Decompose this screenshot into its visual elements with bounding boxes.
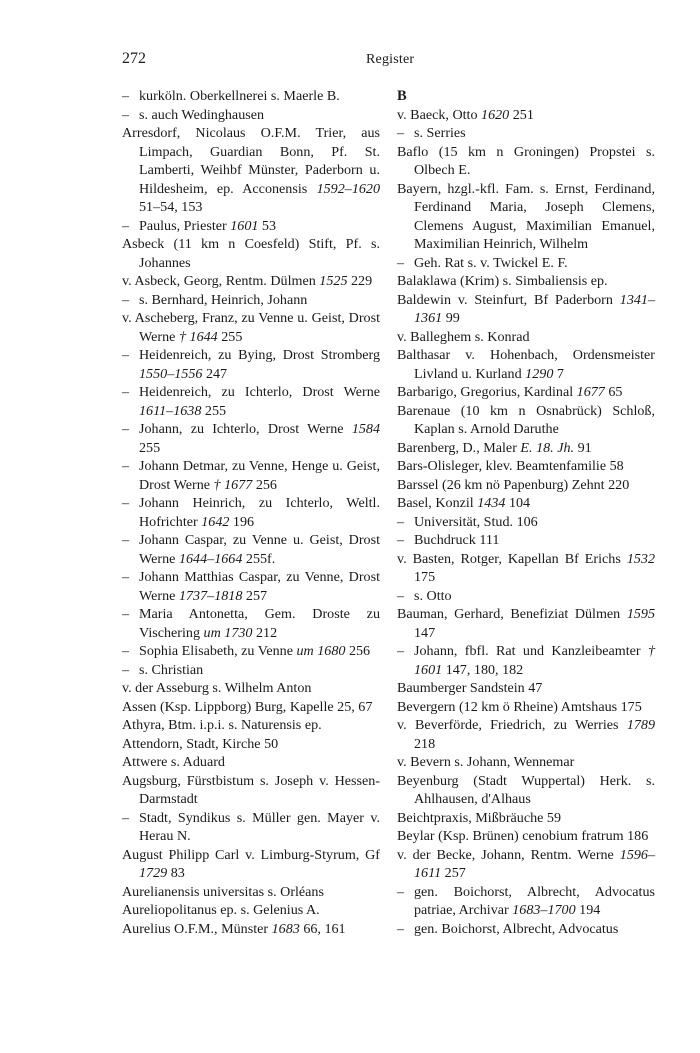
entry-pages: 65 <box>604 384 623 400</box>
entry-pages: 7 <box>553 365 564 382</box>
entry-text: v. Asbeck, Georg, Rentm. Dülmen <box>122 273 320 289</box>
entry-date: 1550–1556 <box>139 365 203 382</box>
index-entry <box>122 772 380 809</box>
entry-text: Barbarigo, Gregorius, Kardinal <box>397 384 577 400</box>
entry-text: Johann Heinrich, zu Ichterlo, Weltl. Hofrichter <box>139 495 380 530</box>
entry-date: 1644–1664 <box>178 550 243 567</box>
entry-date: E. 18. Jh. <box>520 439 575 456</box>
entry-text: Bevergern (12 km ö Rheine) Amtshaus 175 <box>397 698 642 715</box>
entry-text: Baumberger Sandstein 47 <box>397 680 543 696</box>
entry-date: 1620 <box>481 106 510 123</box>
index-entry <box>122 753 380 772</box>
entry-date: 1434 <box>477 495 506 511</box>
entry-text: Augsburg, Fürstbistum s. Joseph v. Hessen-Darmstadt <box>122 772 380 807</box>
entry-text: Buchdruck 111 <box>414 532 500 548</box>
index-entry <box>397 180 655 254</box>
entry-text: s. Christian <box>139 661 204 678</box>
entry-text: Beichtpraxis, Mißbräuche 59 <box>397 809 561 826</box>
entry-pages: 91 <box>574 439 592 456</box>
entry-date: 1683 <box>271 920 300 937</box>
entry-date: um 1730 <box>203 624 253 641</box>
entry-pages: 251 <box>509 106 534 123</box>
subentry-dash: – <box>122 88 130 104</box>
index-entry <box>397 531 655 550</box>
entry-text: Athyra, Btm. i.p.i. s. Naturensis ep. <box>122 717 322 733</box>
entry-date: 1290 <box>525 365 554 382</box>
subentry-dash: – <box>122 291 130 308</box>
index-entry <box>122 735 380 754</box>
index-entry <box>122 661 380 680</box>
entry-pages: 257 <box>441 865 466 881</box>
entry-text: Barenberg, D., Maler <box>397 439 521 456</box>
subentry-dash: – <box>122 421 130 437</box>
index-entry <box>397 513 655 532</box>
entry-date: 1525 <box>319 273 348 289</box>
index-entry <box>122 291 380 310</box>
entry-text: Beylar (Ksp. Brünen) cenobium fratrum 186 <box>397 828 649 844</box>
entry-pages: 256 <box>252 476 277 493</box>
entry-pages: 147 <box>414 624 436 641</box>
entry-text: Beyenburg (Stadt Wuppertal) Herk. s. Ahlhausen, d'Alhaus <box>397 772 655 807</box>
index-entry <box>397 587 655 606</box>
index-entry <box>122 383 380 420</box>
entry-text: v. Basten, Rotger, Kapellan Bf Erichs <box>397 550 627 567</box>
entry-text: s. Bernhard, Heinrich, Johann <box>139 291 308 308</box>
index-entry <box>122 124 380 217</box>
entry-text: Johann, fbfl. Rat und Kanzleibeamter <box>414 643 648 659</box>
entry-date: 1592–1620 <box>316 180 380 197</box>
entry-pages: 83 <box>167 865 185 881</box>
page-number: 272 <box>122 50 146 67</box>
entry-pages: 257 <box>242 587 268 604</box>
entry-pages: 196 <box>229 513 255 530</box>
running-title: Register <box>366 52 415 67</box>
entry-pages: 194 <box>575 902 601 918</box>
subentry-dash: – <box>397 587 405 604</box>
entry-text: Aurelianensis universitas s. Orléans <box>122 883 324 900</box>
entry-pages: 175 <box>414 569 436 585</box>
entry-text: August Philipp Carl v. Limburg-Styrum, Gf <box>122 846 380 863</box>
entry-text: gen. Boichorst, Albrecht, Advocatus patriae, Archivar <box>414 883 655 918</box>
entry-date: 1532 <box>626 550 655 567</box>
index-entry <box>122 457 380 494</box>
index-entry <box>122 605 380 642</box>
index-entry <box>122 531 380 568</box>
entry-date: 1584 <box>351 421 380 437</box>
entry-text: v. Balleghem s. Konrad <box>397 328 530 345</box>
entry-date: 1789 <box>626 717 655 733</box>
entry-date: 1677 <box>576 384 605 400</box>
entry-date: 1729 <box>139 865 168 881</box>
subentry-dash: – <box>122 217 130 234</box>
entry-date: 1595 <box>626 606 655 622</box>
entry-date: 1683–1700 <box>512 902 576 918</box>
entry-pages: 99 <box>442 310 460 326</box>
subentry-dash: – <box>122 384 130 400</box>
index-entry <box>397 457 655 476</box>
entry-date: † 1601 <box>414 643 655 678</box>
entry-text: Baflo (15 km n Groningen) Propstei s. Olbech E. <box>397 143 655 178</box>
entry-pages: 247 <box>202 365 228 382</box>
index-entry <box>397 550 655 587</box>
index-entry <box>397 883 655 920</box>
entry-text: kurköln. Oberkellnerei s. Maerle B. <box>139 88 340 104</box>
subentry-dash: – <box>122 532 130 548</box>
entry-text: Balthasar v. Hohenbach, Ordensmeister Livland u. Kurland <box>397 347 655 382</box>
entry-text: Attwere s. Aduard <box>122 754 225 770</box>
index-entry <box>397 124 655 143</box>
entry-text: Johann Matthias Caspar, zu Venne, Drost Werne <box>139 569 380 604</box>
index-entry <box>122 846 380 883</box>
index-entry <box>122 235 380 272</box>
index-entry <box>397 605 655 642</box>
index-entry <box>397 383 655 402</box>
index-entry <box>397 143 655 180</box>
entry-text: Assen (Ksp. Lippborg) Burg, Kapelle 25, 67 <box>122 698 373 715</box>
index-entry <box>122 698 380 717</box>
entry-pages: 255 <box>139 439 161 456</box>
index-entry <box>122 494 380 531</box>
entry-pages: 53 <box>258 217 277 234</box>
index-entry <box>397 920 655 939</box>
index-entry <box>122 346 380 383</box>
entry-date: 1596–1611 <box>414 846 655 881</box>
index-entry <box>397 698 655 717</box>
index-entry <box>122 642 380 661</box>
entry-date: † 1677 <box>213 476 253 493</box>
index-entry <box>122 87 380 106</box>
subentry-dash: – <box>397 883 405 900</box>
index-entry <box>397 476 655 495</box>
subentry-dash: – <box>397 513 405 530</box>
index-entry <box>397 402 655 439</box>
index-entry <box>122 901 380 920</box>
entry-pages: 147, 180, 182 <box>442 661 524 678</box>
right-column <box>397 87 655 938</box>
entry-text: Barssel (26 km nö Papenburg) Zehnt 220 <box>397 476 630 493</box>
entry-text: Sophia Elisabeth, zu Venne <box>139 643 297 659</box>
subentry-dash: – <box>122 458 130 474</box>
entry-text: v. Beverförde, Friedrich, zu Werries <box>397 717 627 733</box>
subentry-dash: – <box>397 532 405 548</box>
entry-pages: 255f. <box>242 550 276 567</box>
index-entry <box>397 642 655 679</box>
index-entry <box>397 809 655 828</box>
entry-text: Maria Antonetta, Gem. Droste zu Vischering <box>139 606 380 641</box>
entry-text: v. Ascheberg, Franz, zu Venne u. Geist, Drost Werne <box>122 310 380 345</box>
index-entry <box>122 568 380 605</box>
subentry-dash: – <box>122 809 130 826</box>
index-entry <box>122 883 380 902</box>
entry-text: Johann, zu Ichterlo, Drost Werne <box>139 421 352 437</box>
index-entry <box>397 254 655 273</box>
entry-text: s. Serries <box>414 125 466 141</box>
entry-pages: 256 <box>345 643 371 659</box>
entry-text: Johann Detmar, zu Venne, Henge u. Geist, Drost Werne <box>139 458 380 493</box>
subentry-dash: – <box>397 643 405 659</box>
entry-text: Paulus, Priester <box>139 217 231 234</box>
subentry-dash: – <box>122 643 130 659</box>
subentry-dash: – <box>397 920 405 937</box>
entry-date: um 1680 <box>296 643 346 659</box>
entry-pages: 51–54, 153 <box>139 199 203 215</box>
entry-text: Attendorn, Stadt, Kirche 50 <box>122 735 279 752</box>
entry-text: v. der Becke, Johann, Rentm. Werne <box>397 846 620 863</box>
entry-text: Aureliopolitanus ep. s. Gelenius A. <box>122 902 320 918</box>
subentry-dash: – <box>397 254 405 271</box>
entry-text: Barenaue (10 km n Osnabrück) Schloß, Kaplan s. Arnold Daruthe <box>397 402 655 437</box>
subentry-dash: – <box>122 569 130 585</box>
index-entry <box>397 494 655 513</box>
entry-text: v. Bevern s. Johann, Wennemar <box>397 754 575 770</box>
index-entry <box>397 291 655 328</box>
index-entry <box>397 716 655 753</box>
subentry-dash: – <box>122 606 130 622</box>
entry-text: Basel, Konzil <box>397 495 478 511</box>
entry-text: Arresdorf, Nicolaus O.F.M. Trier, aus Limpach, Guardian Bonn, Pf. St. Lamberti, Weihbf Münster, Paderborn u. Hildesheim, ep. Acconensis <box>122 125 380 197</box>
index-entry <box>122 106 380 125</box>
entry-text: Stadt, Syndikus s. Müller gen. Mayer v. Herau N. <box>139 809 380 844</box>
entry-text: v. Baeck, Otto <box>397 106 482 123</box>
subentry-dash: – <box>397 125 405 141</box>
subentry-dash: – <box>122 347 130 363</box>
subentry-dash: – <box>122 661 130 678</box>
entry-text: s. auch Wedinghausen <box>139 106 265 123</box>
index-entry <box>397 439 655 458</box>
entry-text: Johann Caspar, zu Venne u. Geist, Drost Werne <box>139 532 380 567</box>
section-letter: B <box>397 88 407 104</box>
entry-pages: 104 <box>505 495 531 511</box>
index-entry <box>397 753 655 772</box>
subentry-dash: – <box>122 106 130 123</box>
entry-text: s. Otto <box>414 587 452 604</box>
entry-pages: 212 <box>252 624 278 641</box>
entry-text: Balaklawa (Krim) s. Simbaliensis ep. <box>397 273 608 289</box>
subentry-dash: – <box>122 495 130 511</box>
index-entry <box>122 920 380 939</box>
entry-pages: 255 <box>201 402 227 419</box>
entry-date: 1611–1638 <box>139 402 202 419</box>
index-entry <box>122 716 380 735</box>
entry-text: Bars-Olisleger, klev. Beamtenfamilie 58 <box>397 458 624 474</box>
entry-text: v. der Asseburg s. Wilhelm Anton <box>122 680 312 696</box>
entry-pages: 255 <box>217 328 243 345</box>
entry-text: Bayern, hzgl.-kfl. Fam. s. Ernst, Ferdinand, Ferdinand Maria, Joseph Clemens, Clemens August, Maximilian Emanuel, Maximilian Heinrich, Wilhelm <box>397 180 655 252</box>
entry-text: Baldewin v. Steinfurt, Bf Paderborn <box>397 291 620 308</box>
index-entry <box>397 106 655 125</box>
entry-text: Bauman, Gerhard, Benefiziat Dülmen <box>397 606 627 622</box>
index-entry <box>122 272 380 291</box>
entry-text: Heidenreich, zu Bying, Drost Stromberg <box>139 347 380 363</box>
entry-text: Aurelius O.F.M., Münster <box>122 920 272 937</box>
entry-date: † 1644 <box>178 328 218 345</box>
left-column <box>122 87 380 938</box>
entry-text: Heidenreich, zu Ichterlo, Drost Werne <box>139 384 380 400</box>
entry-date: 1601 <box>230 217 259 234</box>
entry-text: Geh. Rat s. v. Twickel E. F. <box>414 254 568 271</box>
entry-text: Universität, Stud. 106 <box>414 513 538 530</box>
index-entry <box>122 420 380 457</box>
entry-date: 1341–1361 <box>414 291 655 326</box>
entry-pages: 66, 161 <box>299 920 346 937</box>
index-entry <box>397 272 655 291</box>
entry-text: gen. Boichorst, Albrecht, Advocatus <box>414 920 619 937</box>
entry-text: Asbeck (11 km n Coesfeld) Stift, Pf. s. Johannes <box>122 236 380 271</box>
index-entry <box>397 328 655 347</box>
index-entry <box>122 809 380 846</box>
index-entry <box>397 846 655 883</box>
entry-date: 1642 <box>201 513 230 530</box>
entry-pages: 218 <box>414 735 436 752</box>
index-entry <box>397 772 655 809</box>
entry-pages: 229 <box>347 273 373 289</box>
index-entry <box>122 217 380 236</box>
index-entry <box>122 309 380 346</box>
index-entry <box>397 827 655 846</box>
entry-date: 1737–1818 <box>178 587 243 604</box>
index-entry <box>122 679 380 698</box>
index-entry <box>397 679 655 698</box>
index-entry <box>397 346 655 383</box>
